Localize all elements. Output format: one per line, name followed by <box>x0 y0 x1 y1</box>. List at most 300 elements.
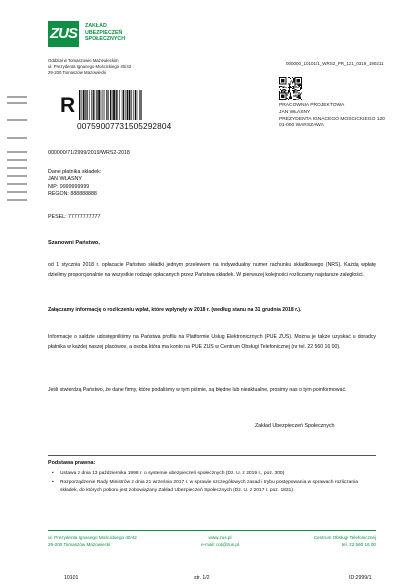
barcode-bar <box>106 90 107 120</box>
qr-module <box>289 88 290 89</box>
qr-module <box>279 77 280 78</box>
paragraph-attachment: Załączamy informację o rozliczeniu wpłat, które wpłynęły w 2018 r. (według stanu na 31 grudnia 2018 r.). <box>48 307 302 313</box>
barcode-bar <box>123 90 124 120</box>
qr-module <box>293 79 294 80</box>
barcode-bar <box>133 90 134 120</box>
logo-name-line: ZAKŁAD <box>85 23 107 29</box>
barcode-number: 00759007731505292804 <box>77 121 172 131</box>
qr-module <box>301 99 302 100</box>
branch-line: ul. Prezydenta Ignacego Mościckiego 40/42 <box>48 64 132 69</box>
qr-module <box>297 79 298 80</box>
qr-module <box>284 92 285 93</box>
qr-module <box>290 86 291 87</box>
recipient-line: PREZYDENTA IGNACEGO MOŚCICKIEGO 120 <box>279 116 385 122</box>
logo-name-line: UBEZPIECZEŃ <box>85 29 123 36</box>
qr-module <box>292 81 293 82</box>
barcode-bar <box>110 90 111 120</box>
qr-module <box>282 87 283 88</box>
qr-module <box>294 82 295 83</box>
qr-module <box>292 86 293 87</box>
qr-module <box>287 92 288 93</box>
qr-module <box>282 90 283 91</box>
qr-module <box>283 86 284 87</box>
barcode-bar <box>112 90 113 120</box>
bullet-icon: • <box>52 480 54 485</box>
qr-module <box>297 84 298 85</box>
qr-module <box>290 98 291 99</box>
qr-module <box>301 80 302 81</box>
footer-line: Centrum Obsługi Telefonicznej <box>313 535 376 540</box>
recipient-line: PRACOWNIA PROJEKTOWA <box>279 103 345 108</box>
footer-divider <box>48 530 376 531</box>
barcode-bar <box>135 90 136 120</box>
qr-module <box>289 77 290 78</box>
paragraph-data-correction: Jeśli stwierdzą Państwo, że dane firmy, które podaliśmy w tym piśmie, są błędne lub nieaktualne, prosimy nas o tym poinformować. <box>48 387 347 393</box>
page-footer-id: ID:2999/1 <box>349 575 372 581</box>
qr-module <box>279 95 280 96</box>
qr-module <box>284 89 285 90</box>
qr-module <box>299 80 300 81</box>
qr-module <box>301 84 302 85</box>
qr-module <box>295 84 296 85</box>
qr-module <box>299 79 300 80</box>
qr-module <box>279 93 280 94</box>
qr-module <box>281 84 282 85</box>
qr-module <box>283 77 284 78</box>
qr-module <box>294 79 295 80</box>
barcode-bar <box>98 90 100 120</box>
qr-module <box>299 86 300 87</box>
qr-module <box>295 86 296 87</box>
qr-module <box>289 89 290 90</box>
qr-module <box>279 98 280 99</box>
qr-module <box>298 77 299 78</box>
payer-regon: REGON: 888888888 <box>48 191 97 198</box>
qr-module <box>298 85 299 86</box>
qr-module <box>300 93 301 94</box>
qr-module <box>281 80 282 81</box>
qr-module <box>283 97 284 98</box>
qr-module <box>290 92 291 93</box>
qr-module <box>290 78 291 79</box>
qr-module <box>298 80 299 81</box>
qr-module <box>299 92 300 93</box>
qr-module <box>300 87 301 88</box>
qr-module <box>290 93 291 94</box>
qr-module <box>284 91 285 92</box>
qr-module <box>284 99 285 100</box>
qr-module <box>294 77 295 78</box>
qr-module <box>286 82 287 83</box>
payer-nip: NIP: 9999999999 <box>48 183 90 190</box>
qr-module <box>294 85 295 86</box>
qr-module <box>283 99 284 100</box>
qr-module <box>299 81 300 82</box>
qr-module <box>301 88 302 89</box>
qr-module <box>286 95 287 96</box>
qr-module <box>288 87 289 88</box>
qr-module <box>293 81 294 82</box>
barcode-bar <box>131 90 132 120</box>
qr-module <box>295 87 296 88</box>
legal-title: Podstawa prawna: <box>48 460 96 466</box>
recipient-line: 01-000 WARSZAWA <box>279 123 324 129</box>
qr-module <box>279 97 280 98</box>
barcode-bar <box>104 90 105 120</box>
qr-module <box>289 85 290 86</box>
qr-module <box>294 80 295 81</box>
qr-module <box>294 90 295 91</box>
qr-module <box>284 84 285 85</box>
barcode-bar <box>79 90 80 120</box>
qr-module <box>283 92 284 93</box>
qr-module <box>297 80 298 81</box>
page-number: str. 1/2 <box>194 575 210 581</box>
qr-module <box>279 92 280 93</box>
qr-module <box>283 89 284 90</box>
qr-module <box>280 99 281 100</box>
barcode <box>79 90 169 120</box>
qr-module <box>301 82 302 83</box>
qr-module <box>298 96 299 97</box>
barcode-bar <box>95 90 96 120</box>
payer-heading: Dane płatnika składek: <box>48 169 102 175</box>
qr-module <box>279 81 280 82</box>
legal-item-text: Rozporządzenie Rady Ministrów z dnia 21 września 2017 r. w sprawie szczegółowych zasad i trybu postępowania w sprawach rozliczania składek, do których poboru jest zobowiązany Zakład Ubezpieczeń Społecznych (Dz. U. z 2017 r. poz. 1831) <box>60 480 358 493</box>
qr-module <box>301 86 302 87</box>
qr-module <box>295 96 296 97</box>
barcode-bar <box>81 90 82 120</box>
qr-module <box>294 99 295 100</box>
paragraph-pue-info: Informacje o saldzie udostępniliśmy na Państwa profilu na Platformie Usług Elektronicznych (PUE ZUS). Można je także uzyskać u doradcy płatnika w każdej naszej placówce, a osoba która ma konto na PUE ZUS w Centrum Obsługi Telefonicznej (nr tel. 22 560 16 00). <box>48 334 376 350</box>
barcode-bar <box>127 90 128 120</box>
qr-module <box>290 87 291 88</box>
footer-contact <box>175 534 265 548</box>
barcode-bar <box>129 90 131 120</box>
qr-module <box>279 86 280 87</box>
logo-name-line: SPOŁECZNYCH <box>85 36 126 43</box>
qr-module <box>292 77 293 78</box>
qr-module <box>286 84 287 85</box>
barcode-bar <box>103 90 104 120</box>
qr-module <box>290 96 291 97</box>
qr-module <box>286 96 287 97</box>
barcode-bar <box>137 90 138 120</box>
qr-module <box>280 89 281 90</box>
legal-divider <box>48 455 376 456</box>
qr-module <box>294 81 295 82</box>
qr-module <box>301 78 302 79</box>
qr-module <box>295 89 296 90</box>
qr-module <box>300 88 301 89</box>
branch-address <box>48 58 218 76</box>
qr-module <box>289 87 290 88</box>
qr-module <box>281 92 282 93</box>
signature: Zakład Ubezpieczeń Społecznych <box>255 423 335 429</box>
qr-module <box>279 79 280 80</box>
logo-name <box>85 23 165 43</box>
qr-module <box>288 77 289 78</box>
qr-code <box>279 77 302 100</box>
qr-module <box>298 81 299 82</box>
qr-module <box>295 77 296 78</box>
logo-mark: ZUS <box>48 21 79 47</box>
qr-module <box>300 84 301 85</box>
barcode-bar <box>126 90 127 120</box>
qr-module <box>297 81 298 82</box>
qr-module <box>298 97 299 98</box>
qr-module <box>286 80 287 81</box>
qr-module <box>291 98 292 99</box>
qr-module <box>290 95 291 96</box>
footer-phone-center <box>290 534 376 548</box>
qr-module <box>297 97 298 98</box>
barcode-bar <box>122 90 123 120</box>
qr-module <box>288 99 289 100</box>
qr-module <box>291 97 292 98</box>
qr-module <box>299 90 300 91</box>
barcode-bar <box>83 90 85 120</box>
barcode-bar <box>116 90 117 120</box>
qr-module <box>286 90 287 91</box>
qr-module <box>299 85 300 86</box>
qr-module <box>297 91 298 92</box>
payer-data <box>48 169 248 199</box>
qr-module <box>295 92 296 93</box>
branch-line: Oddział w Tomaszowie Mazowieckim <box>48 58 119 63</box>
qr-module <box>293 80 294 81</box>
footer-website[interactable]: www.zus.pl <box>208 535 232 540</box>
barcode-bar <box>93 90 94 120</box>
qr-module <box>298 79 299 80</box>
qr-module <box>286 77 287 78</box>
qr-module <box>300 85 301 86</box>
barcode-bar <box>117 90 118 120</box>
qr-module <box>290 81 291 82</box>
qr-module <box>281 81 282 82</box>
qr-module <box>288 84 289 85</box>
footer-address <box>48 534 148 548</box>
qr-module <box>279 82 280 83</box>
qr-module <box>282 79 283 80</box>
paragraph-nrs: od 1 stycznia 2018 r. opłacacie Państwo składki jednym przelewem na indywidualny numer rachunku składkowego (NRS). Każdą wpłatę dzielimy proporcjonalnie na wszystkie rodzaje opłacanych przez Państwa składek. W pierwszej kolejności rozliczamy najstarsze zaległości. <box>48 262 376 278</box>
qr-module <box>293 87 294 88</box>
qr-module <box>286 78 287 79</box>
qr-module <box>279 78 280 79</box>
qr-module <box>300 97 301 98</box>
qr-module <box>294 96 295 97</box>
qr-module <box>293 78 294 79</box>
qr-module <box>299 84 300 85</box>
qr-module <box>282 97 283 98</box>
barcode-bar <box>140 90 141 120</box>
zus-logo <box>48 21 178 55</box>
qr-module <box>286 92 287 93</box>
qr-module <box>283 91 284 92</box>
qr-module <box>279 87 280 88</box>
qr-module <box>295 95 296 96</box>
qr-module <box>283 84 284 85</box>
footer-line: 29-200 Tomaszów Mazowiecki <box>48 542 111 547</box>
qr-module <box>282 95 283 96</box>
barcode-bar <box>101 90 102 120</box>
qr-module <box>299 97 300 98</box>
qr-module <box>281 79 282 80</box>
qr-module <box>286 93 287 94</box>
qr-module <box>279 84 280 85</box>
qr-module <box>300 98 301 99</box>
qr-module <box>300 77 301 78</box>
qr-module <box>282 84 283 85</box>
qr-module <box>294 89 295 90</box>
qr-module <box>289 98 290 99</box>
qr-module <box>286 99 287 100</box>
qr-module <box>281 90 282 91</box>
qr-module <box>292 82 293 83</box>
footer-line: ul. Prezydenta Ignacego Mościckiego 40/42 <box>48 535 137 540</box>
qr-module <box>300 89 301 90</box>
qr-module <box>282 89 283 90</box>
qr-module <box>288 92 289 93</box>
qr-module <box>279 99 280 100</box>
legal-item <box>48 479 376 495</box>
qr-module <box>283 80 284 81</box>
qr-module <box>293 86 294 87</box>
qr-module <box>284 77 285 78</box>
barcode-bar <box>119 90 120 120</box>
barcode-bar <box>91 90 92 120</box>
footer-line: tel. 22 560 16 00 <box>341 542 376 547</box>
qr-module <box>299 98 300 99</box>
margin-marks <box>7 0 29 585</box>
qr-module <box>288 90 289 91</box>
qr-module <box>283 87 284 88</box>
qr-module <box>280 86 281 87</box>
qr-module <box>298 90 299 91</box>
qr-module <box>282 81 283 82</box>
qr-module <box>286 87 287 88</box>
qr-module <box>301 92 302 93</box>
qr-module <box>279 91 280 92</box>
qr-module <box>291 87 292 88</box>
qr-module <box>301 87 302 88</box>
barcode-bar <box>89 90 90 120</box>
registered-mark: R <box>60 94 76 117</box>
qr-module <box>282 80 283 81</box>
qr-module <box>282 77 283 78</box>
qr-module <box>283 96 284 97</box>
barcode-bar <box>113 90 115 120</box>
qr-module <box>293 88 294 89</box>
qr-module <box>286 98 287 99</box>
footer-email[interactable]: e-mail: cot@zus.pl <box>201 542 239 547</box>
qr-module <box>279 96 280 97</box>
qr-module <box>292 90 293 91</box>
qr-module <box>282 96 283 97</box>
barcode-bar <box>96 90 97 120</box>
payer-name: JAN WŁASNY <box>48 176 82 183</box>
bullet-icon: • <box>52 471 54 476</box>
barcode-bar <box>139 90 140 120</box>
document-barcode-id: 000000_10101/1_WRS2_PR_1z1_0319_190211 <box>286 61 384 66</box>
branch-line: 29-200 Tomaszów Mazowiecki <box>48 70 107 75</box>
qr-module <box>301 79 302 80</box>
legal-item <box>48 470 376 478</box>
qr-module <box>289 86 290 87</box>
qr-module <box>281 86 282 87</box>
qr-module <box>281 95 282 96</box>
qr-module <box>293 92 294 93</box>
qr-module <box>281 96 282 97</box>
qr-module <box>282 99 283 100</box>
qr-module <box>289 84 290 85</box>
qr-module <box>281 77 282 78</box>
barcode-bar <box>85 90 86 120</box>
qr-module <box>289 90 290 91</box>
legal-item-text: Ustawa z dnia 13 października 1998 r. o systemie ubezpieczeń społecznych (Dz. U. z 2019 r., poz. 300) <box>60 471 285 476</box>
qr-module <box>286 81 287 82</box>
qr-module <box>279 80 280 81</box>
payer-pesel: PESEL: 77777777777 <box>48 214 101 220</box>
qr-module <box>286 79 287 80</box>
barcode-bar <box>108 90 109 120</box>
qr-module <box>294 84 295 85</box>
recipient-address <box>279 103 414 130</box>
qr-module <box>281 99 282 100</box>
qr-module <box>289 91 290 92</box>
qr-module <box>287 95 288 96</box>
qr-module <box>284 90 285 91</box>
qr-module <box>280 77 281 78</box>
qr-module <box>293 96 294 97</box>
qr-module <box>290 97 291 98</box>
qr-module <box>298 95 299 96</box>
legal-list <box>48 470 376 496</box>
qr-module <box>283 95 284 96</box>
qr-module <box>292 88 293 89</box>
qr-module <box>298 87 299 88</box>
qr-module <box>289 97 290 98</box>
document-reference: 000000/71/2999/2019/WRS2-2018 <box>48 150 130 156</box>
qr-module <box>299 77 300 78</box>
qr-module <box>290 84 291 85</box>
barcode-bar <box>86 90 87 120</box>
qr-module <box>282 92 283 93</box>
qr-module <box>298 92 299 93</box>
qr-module <box>280 92 281 93</box>
qr-module <box>293 99 294 100</box>
qr-module <box>294 78 295 79</box>
qr-module <box>288 91 289 92</box>
qr-module <box>299 95 300 96</box>
qr-module <box>298 84 299 85</box>
recipient-line: JAN WŁASNY <box>279 109 311 115</box>
qr-module <box>281 91 282 92</box>
qr-module <box>301 81 302 82</box>
qr-module <box>301 85 302 86</box>
page-footer-code: 10101 <box>64 575 79 581</box>
qr-module <box>286 97 287 98</box>
qr-module <box>283 79 284 80</box>
qr-module <box>281 97 282 98</box>
qr-module <box>287 98 288 99</box>
qr-module <box>297 77 298 78</box>
qr-module <box>298 99 299 100</box>
qr-module <box>280 84 281 85</box>
greeting: Szanowni Państwo, <box>48 240 100 246</box>
qr-module <box>294 91 295 92</box>
qr-module <box>300 95 301 96</box>
